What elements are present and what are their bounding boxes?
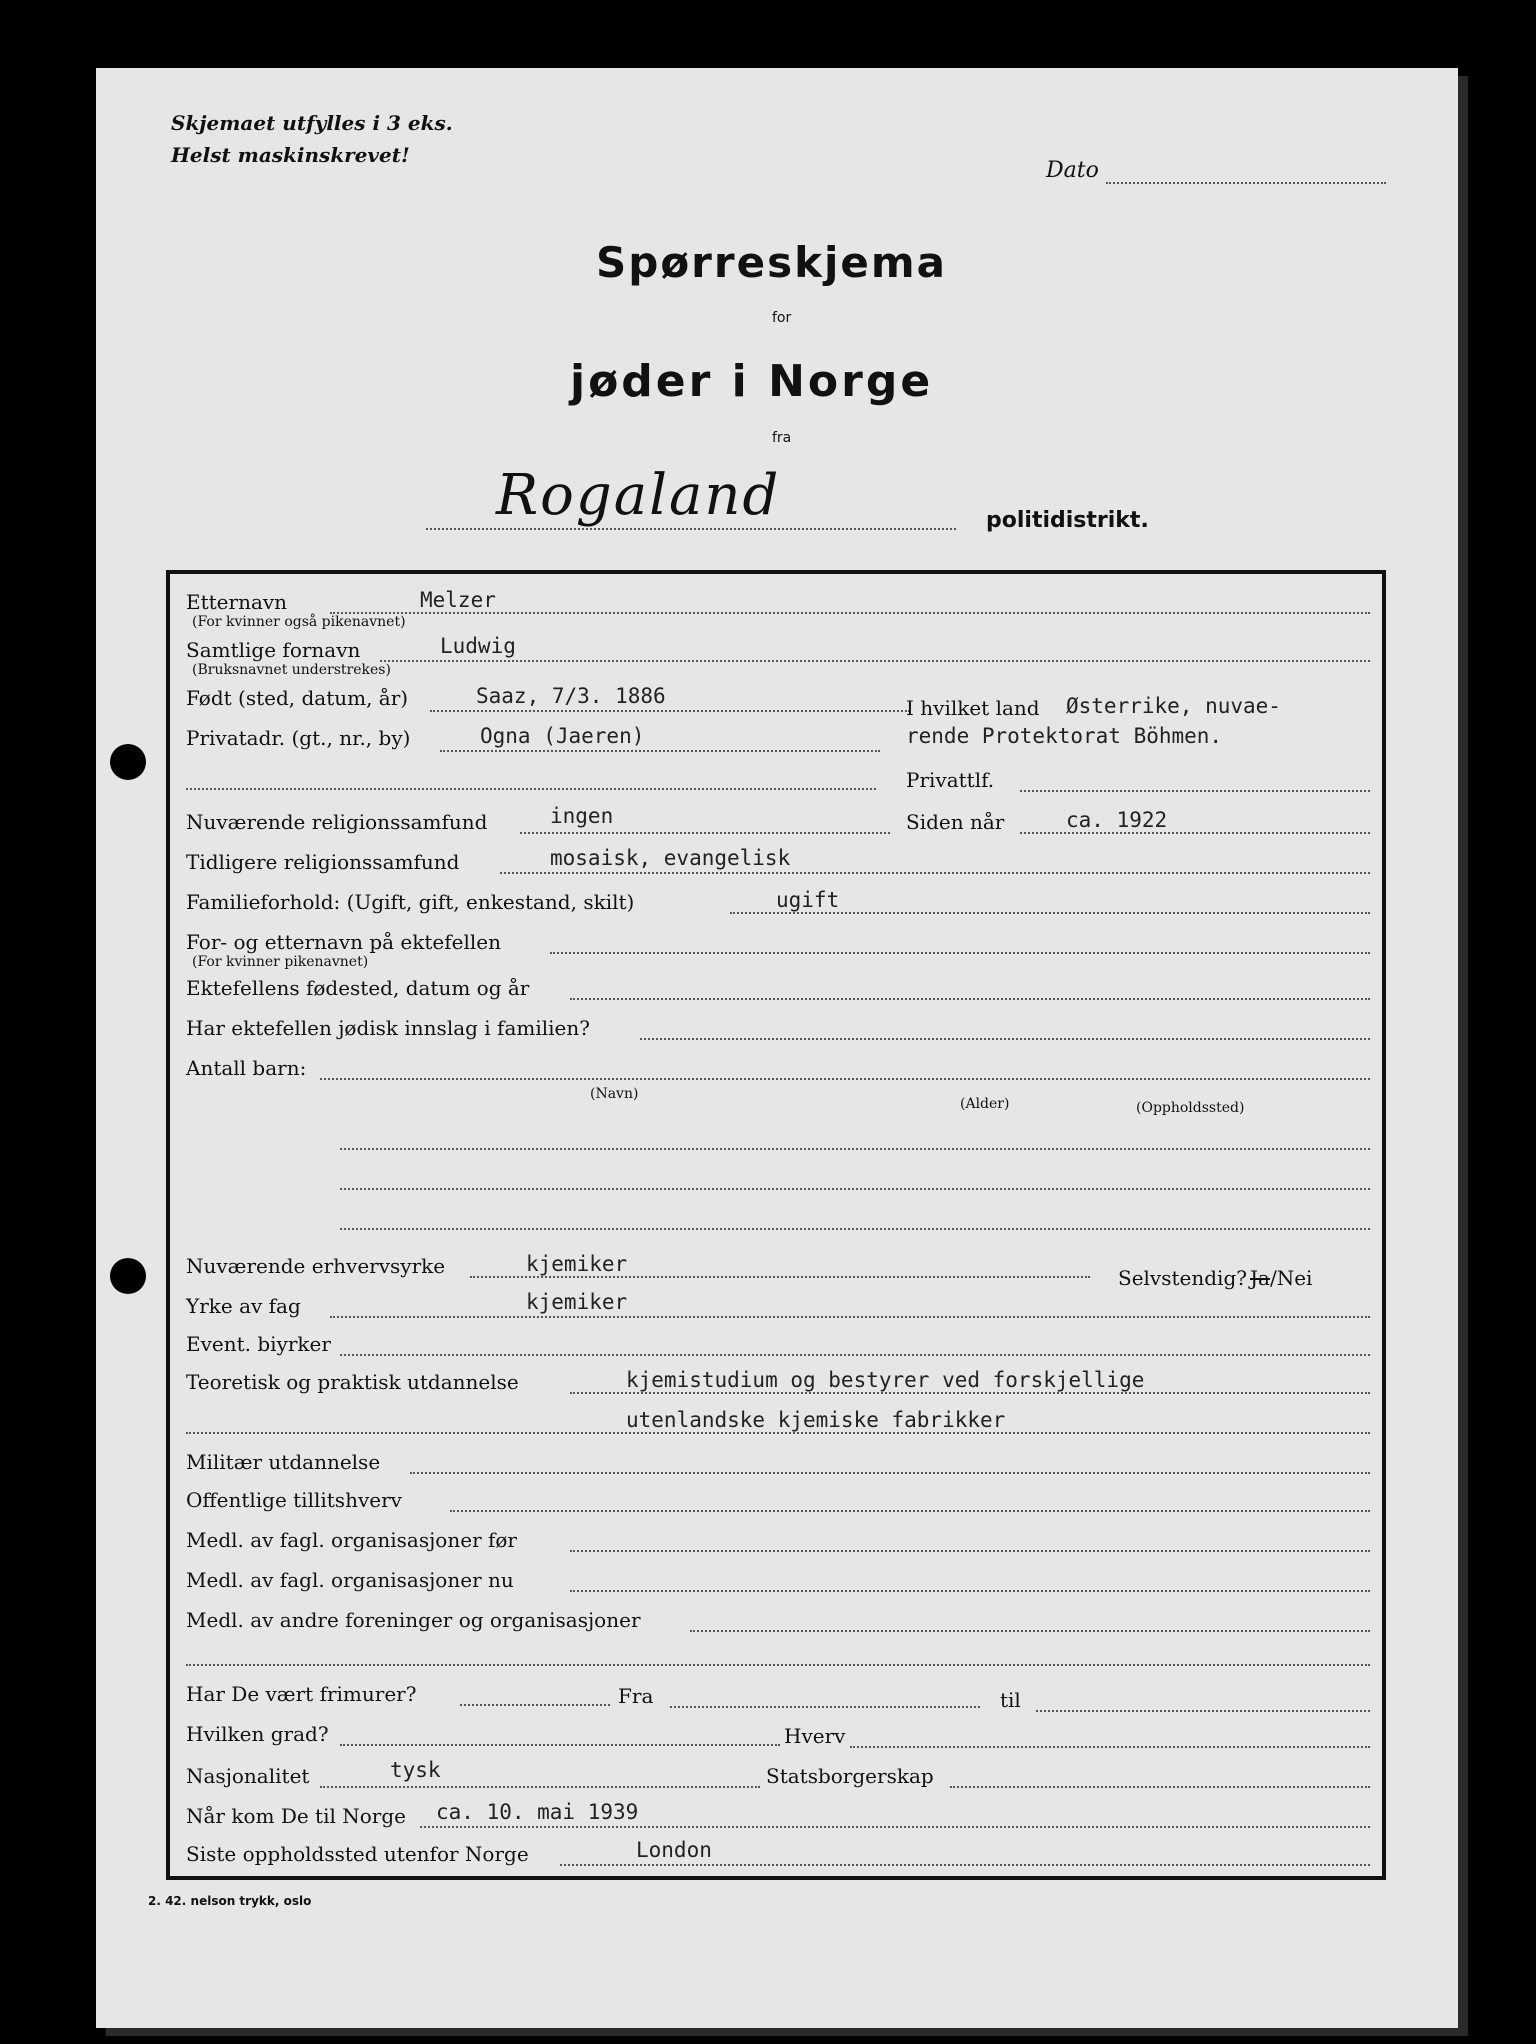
barn-col-alder: (Alder) [960, 1096, 1010, 1112]
punch-hole-bottom [110, 1258, 146, 1294]
frimurer-field[interactable] [460, 1704, 610, 1706]
privatadr-value[interactable]: Ogna (Jaeren) [480, 724, 645, 748]
ektefelle-navn-sub: (For kvinner pikenavnet) [192, 954, 369, 970]
fodt-value[interactable]: Saaz, 7/3. 1886 [476, 684, 666, 708]
org-nu-label: Medl. av fagl. organisasjoner nu [186, 1568, 514, 1592]
religion-now-label: Nuværende religionssamfund [186, 810, 488, 834]
siste-dots [560, 1864, 1370, 1866]
religion-prev-dots [500, 872, 1370, 874]
grad-field[interactable] [340, 1744, 780, 1746]
org-for-label: Medl. av fagl. organisasjoner før [186, 1528, 517, 1552]
grad-hverv: Hverv [784, 1724, 846, 1748]
ektefelle-jodisk-label: Har ektefellen jødisk innslag i familien? [186, 1016, 590, 1040]
siden-label: Siden når [906, 810, 1005, 834]
grad-label: Hvilken grad? [186, 1722, 329, 1746]
form-box [166, 570, 1386, 1880]
selvstendig-sep: / [1269, 1266, 1277, 1290]
barn-col-opphold: (Oppholdssted) [1136, 1100, 1245, 1116]
fornavn-sub: (Bruksnavnet understrekes) [192, 662, 391, 678]
statsborger-label: Statsborgerskap [766, 1764, 934, 1788]
norge-label: Når kom De til Norge [186, 1804, 406, 1828]
district-field[interactable] [426, 528, 956, 530]
etternavn-value[interactable]: Melzer [420, 588, 496, 612]
familie-label: Familieforhold: (Ugift, gift, enkestand, skilt) [186, 890, 635, 914]
frimurer-fra-field[interactable] [670, 1706, 980, 1708]
militaer-field[interactable] [410, 1472, 1370, 1474]
ektefelle-jodisk-field[interactable] [640, 1038, 1370, 1040]
privatadr-label: Privatadr. (gt., nr., by) [186, 726, 411, 750]
familie-value[interactable]: ugift [776, 888, 840, 912]
utdannelse-label: Teoretisk og praktisk utdannelse [186, 1370, 519, 1394]
hverv-field[interactable] [850, 1746, 1370, 1748]
erhverv-value[interactable]: kjemiker [526, 1252, 628, 1276]
religion-prev-label: Tidligere religionssamfund [186, 850, 460, 874]
biyrker-label: Event. biyrker [186, 1332, 331, 1356]
biyrker-field[interactable] [340, 1354, 1370, 1356]
utdannelse-dots [570, 1392, 1370, 1394]
frimurer-til-field[interactable] [1036, 1710, 1370, 1712]
erhverv-dots [470, 1276, 1090, 1278]
religion-now-dots [520, 832, 890, 834]
frimurer-fra: Fra [618, 1684, 654, 1708]
ektefelle-navn-label: For- og etternavn på ektefellen [186, 930, 502, 954]
siden-dots [1020, 832, 1370, 834]
district-handwritten: Rogaland [496, 463, 781, 528]
utdannelse-value-1[interactable]: kjemistudium og bestyrer ved forskjellige [626, 1368, 1145, 1392]
etternavn-sub: (For kvinner også pikenavnet) [192, 614, 406, 630]
org-andre-field[interactable] [690, 1630, 1370, 1632]
land-label: I hvilket land [906, 696, 1040, 720]
tillit-field[interactable] [450, 1510, 1370, 1512]
selvstendig-label: Selvstendig? [1118, 1266, 1247, 1290]
yrke-value[interactable]: kjemiker [526, 1290, 628, 1314]
form-title: Spørreskjema [596, 238, 947, 287]
fodt-dots [430, 710, 910, 712]
printer-imprint: 2. 42. nelson trykk, oslo [148, 1894, 312, 1908]
etternavn-label: Etternavn [186, 590, 288, 614]
barn-field-1[interactable] [320, 1078, 1370, 1080]
privatadr-dots-2 [186, 788, 876, 790]
form-subtitle: jøder i Norge [570, 356, 934, 407]
fodt-label: Født (sted, datum, år) [186, 686, 409, 710]
nasjonalitet-label: Nasjonalitet [186, 1764, 310, 1788]
privattlf-label: Privattlf. [906, 768, 995, 792]
selvstendig-options[interactable] [1250, 1266, 1312, 1290]
barn-label: Antall barn: [186, 1056, 307, 1080]
fornavn-label: Samtlige fornavn [186, 638, 361, 662]
for-word: for [772, 310, 792, 326]
barn-field-2[interactable] [340, 1148, 1370, 1150]
dato-field[interactable] [1106, 182, 1386, 184]
selvstendig-nei[interactable]: Nei [1276, 1266, 1313, 1290]
instruction-line-1: Skjemaet utfylles i 3 eks. [171, 111, 453, 135]
fornavn-dots [380, 660, 1370, 662]
yrke-label: Yrke av fag [186, 1294, 301, 1318]
org-nu-field[interactable] [570, 1590, 1370, 1592]
fra-word: fra [772, 430, 792, 446]
nasjonalitet-dots [320, 1786, 760, 1788]
yrke-dots [330, 1316, 1370, 1318]
barn-field-3[interactable] [340, 1188, 1370, 1190]
selvstendig-ja[interactable]: Ja [1250, 1266, 1270, 1290]
barn-col-navn: (Navn) [590, 1086, 639, 1102]
form-sheet [96, 68, 1458, 2028]
nasjonalitet-value[interactable]: tysk [390, 1758, 441, 1782]
siden-value[interactable]: ca. 1922 [1066, 808, 1168, 832]
ektefelle-fodested-field[interactable] [570, 998, 1370, 1000]
privattlf-field[interactable] [1020, 790, 1370, 792]
punch-hole-top [110, 744, 146, 780]
org-andre-label: Medl. av andre foreninger og organisasjoner [186, 1608, 641, 1632]
religion-now-value[interactable]: ingen [550, 804, 614, 828]
norge-value[interactable]: ca. 10. mai 1939 [436, 1800, 639, 1824]
ektefelle-navn-field[interactable] [550, 952, 1370, 954]
militaer-label: Militær utdannelse [186, 1450, 381, 1474]
utdannelse-dots-2 [186, 1432, 1370, 1434]
norge-dots [420, 1826, 1370, 1828]
land-value-2[interactable]: rende Protektorat Böhmen. [906, 724, 1223, 748]
district-suffix: politidistrikt. [986, 508, 1149, 533]
land-value-1[interactable]: Østerrike, nuvae- [1066, 694, 1281, 718]
instruction-line-2: Helst maskinskrevet! [171, 143, 410, 167]
dato-label: Dato [1046, 158, 1099, 183]
siste-value[interactable]: London [636, 1838, 712, 1862]
religion-prev-value[interactable]: mosaisk, evangelisk [550, 846, 791, 870]
fornavn-value[interactable]: Ludwig [440, 634, 516, 658]
etternavn-dots [330, 612, 1370, 614]
org-andre-field-2[interactable] [186, 1664, 1370, 1666]
erhverv-label: Nuværende erhvervsyrke [186, 1254, 446, 1278]
ektefelle-fodested-label: Ektefellens fødested, datum og år [186, 976, 530, 1000]
org-for-field[interactable] [570, 1550, 1370, 1552]
privatadr-dots [440, 750, 880, 752]
familie-dots [730, 912, 1370, 914]
statsborger-field[interactable] [950, 1786, 1370, 1788]
frimurer-label: Har De vært frimurer? [186, 1682, 417, 1706]
barn-field-4[interactable] [340, 1228, 1370, 1230]
siste-label: Siste oppholdssted utenfor Norge [186, 1842, 529, 1866]
tillit-label: Offentlige tillitshverv [186, 1488, 402, 1512]
frimurer-til: til [1000, 1688, 1021, 1712]
utdannelse-value-2[interactable]: utenlandske kjemiske fabrikker [626, 1408, 1006, 1432]
